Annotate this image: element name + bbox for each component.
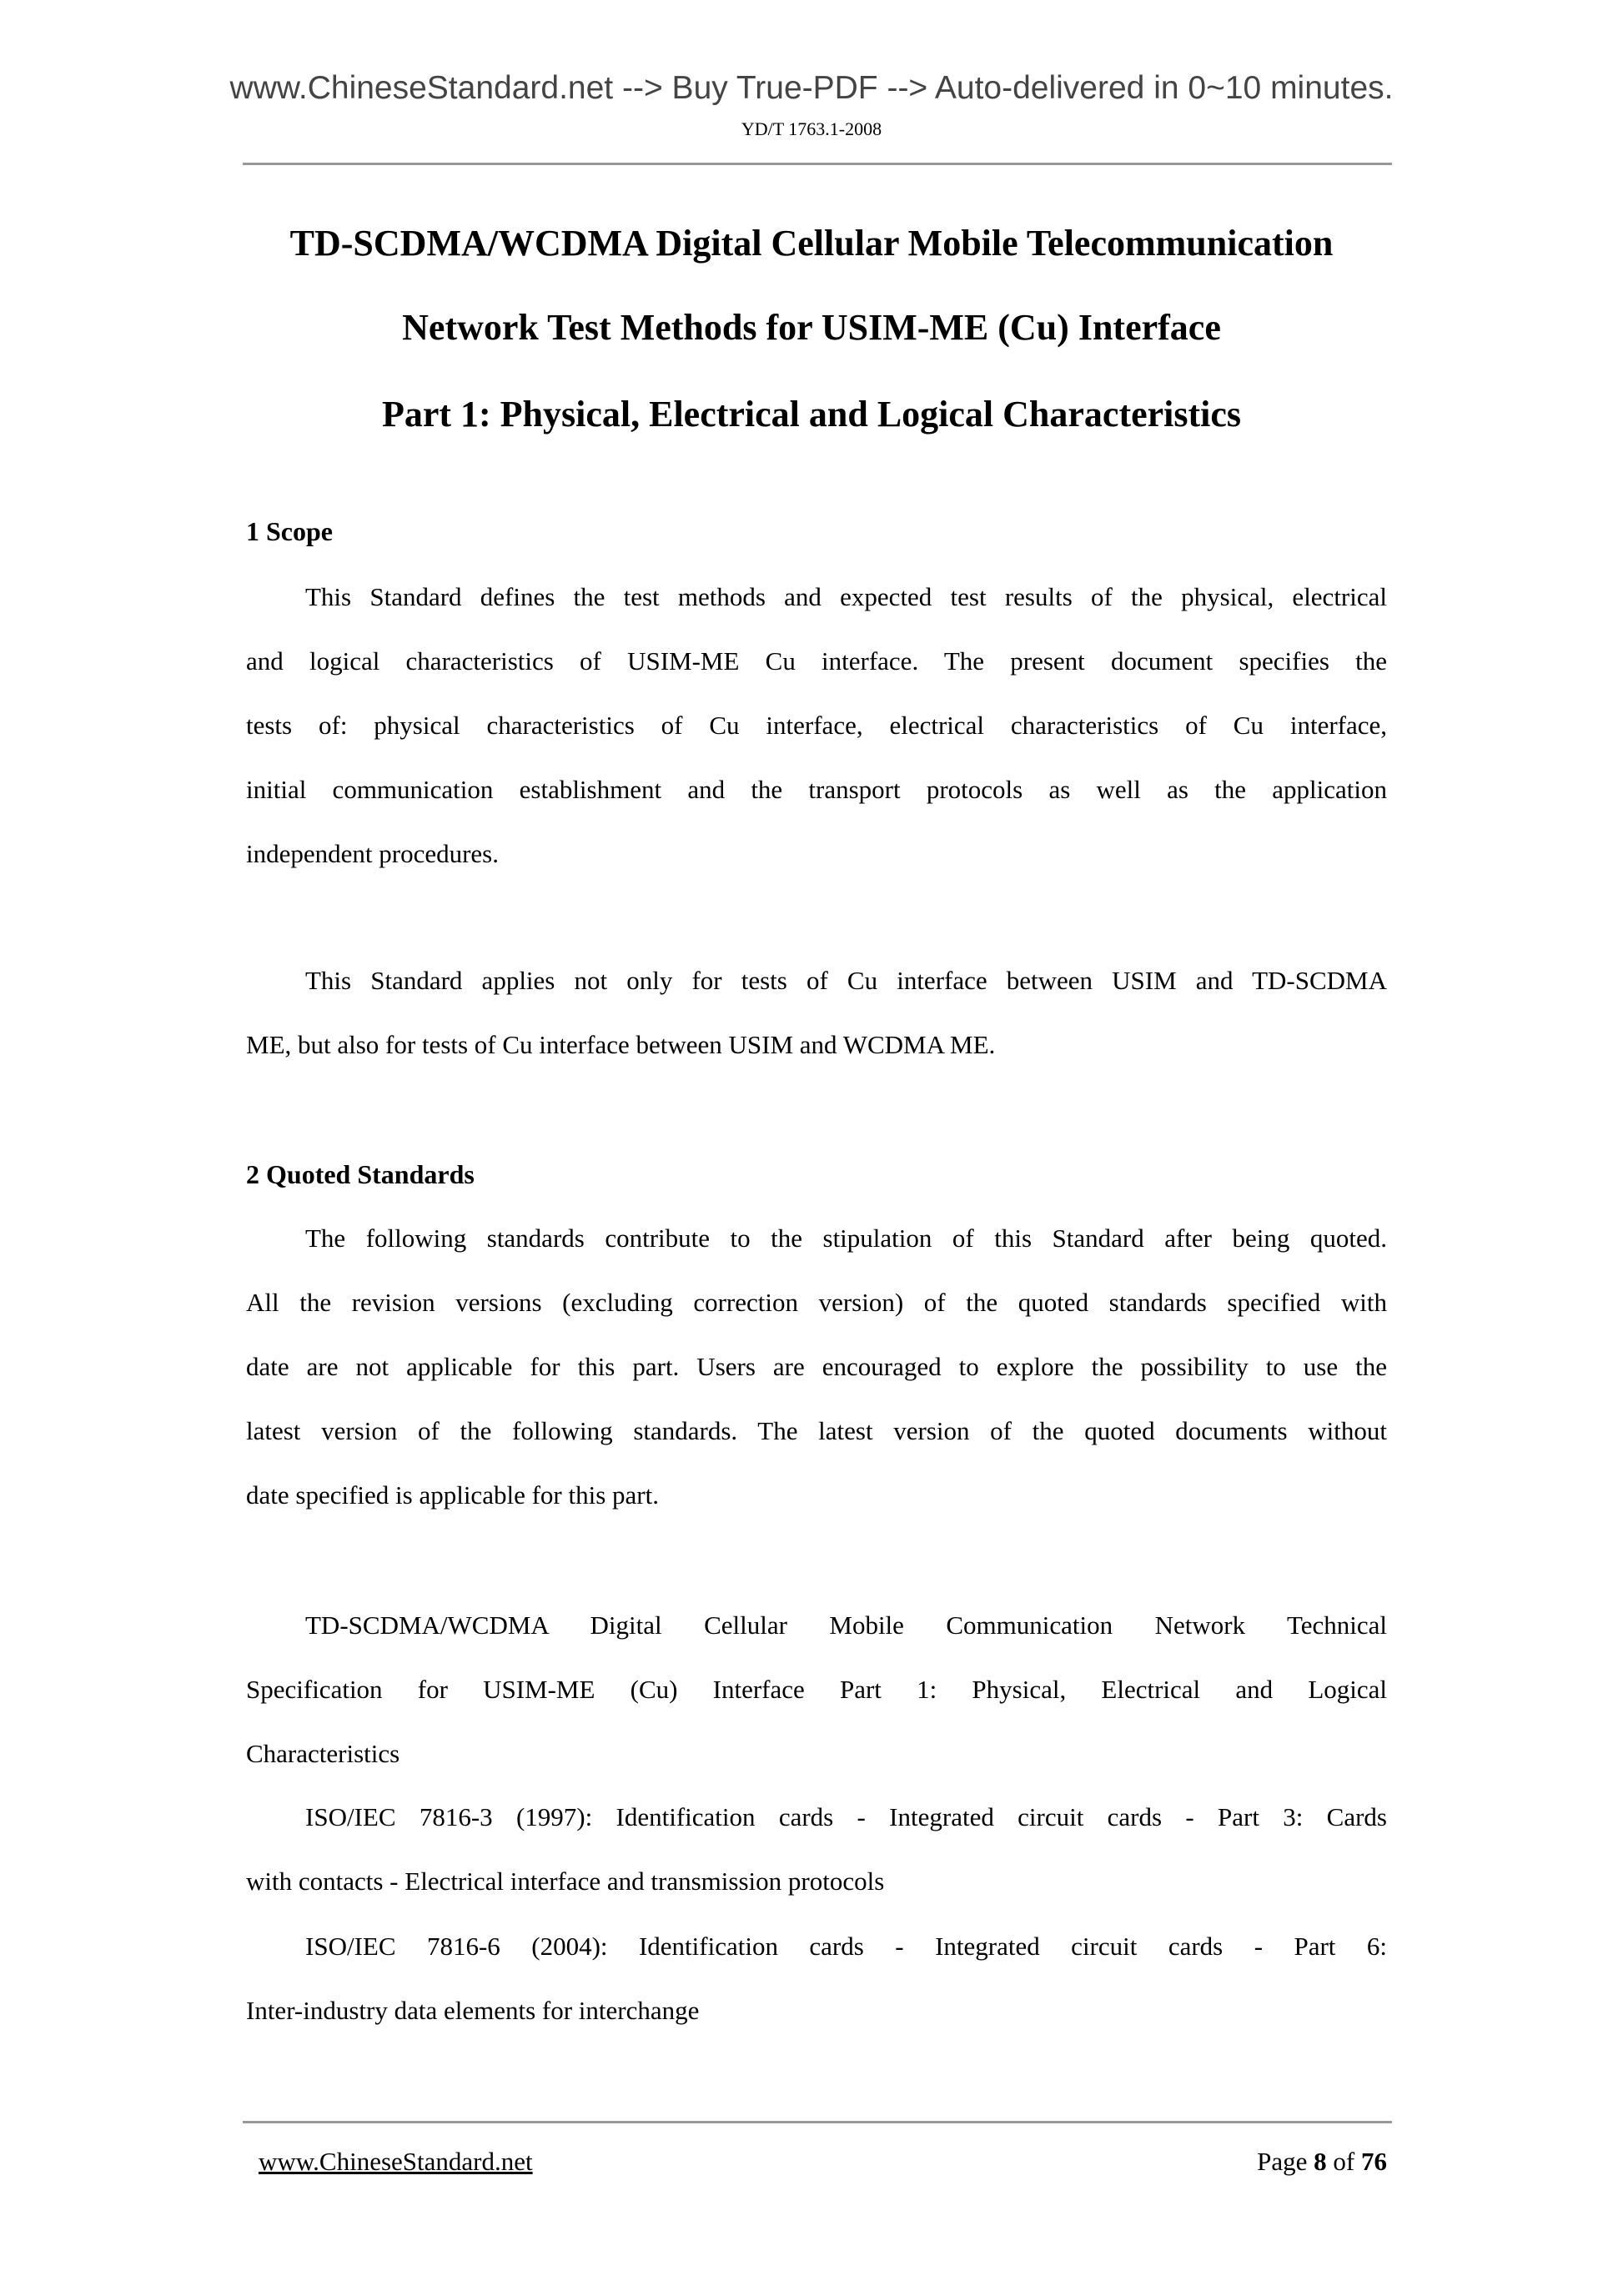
text-line: and logical characteristics of USIM-ME Cu interface. The present document specifies the — [246, 646, 1387, 676]
page-prefix: Page — [1257, 2147, 1308, 2176]
section-heading-quoted-standards: 2 Quoted Standards — [246, 1159, 475, 1189]
text-line: initial communication establishment and the transport protocols as well as the application — [246, 775, 1387, 804]
title-line-2: Network Test Methods for USIM-ME (Cu) Interface — [402, 307, 1221, 348]
text-line: date specified is applicable for this part. — [246, 1480, 659, 1510]
footer-divider — [243, 2121, 1392, 2123]
text-line: The following standards contribute to the stipulation of this Standard after being quoted. — [305, 1223, 1387, 1253]
page-total: 76 — [1361, 2147, 1387, 2176]
title-line-1: TD-SCDMA/WCDMA Digital Cellular Mobile Telecommunication — [289, 223, 1334, 264]
text-line: Characteristics — [246, 1739, 400, 1768]
reference-item-1 — [246, 1593, 1387, 1786]
title-line-3: Part 1: Physical, Electrical and Logical Characteristics — [381, 394, 1242, 435]
text-line: date are not applicable for this part. Users are encouraged to explore the possibility to use the — [246, 1352, 1387, 1381]
text-line: ISO/IEC 7816-3 (1997): Identification cards - Integrated circuit cards - Part 3: Cards — [305, 1802, 1387, 1831]
text-line: This Standard applies not only for tests of Cu interface between USIM and TD-SCDMA — [305, 966, 1387, 995]
scope-paragraph-1 — [246, 565, 1387, 886]
text-line: with contacts - Electrical interface and transmission protocols — [246, 1866, 885, 1896]
banner-text: www.ChineseStandard.net --> Buy True-PDF --> Auto-delivered in 0~10 minutes. — [229, 70, 1394, 106]
page-number — [1257, 2145, 1387, 2178]
text-line: Specification for USIM-ME (Cu) Interface Part 1: Physical, Electrical and Logical — [246, 1675, 1387, 1704]
text-line: ISO/IEC 7816-6 (2004): Identification cards - Integrated circuit cards - Part 6: — [305, 1932, 1387, 1961]
text-line: tests of: physical characteristics of Cu interface, electrical characteristics of Cu interface, — [246, 711, 1387, 740]
document-number: YD/T 1763.1-2008 — [741, 118, 882, 139]
reference-item-2 — [246, 1785, 1387, 1913]
page-of: of — [1333, 2147, 1355, 2176]
text-line: ME, but also for tests of Cu interface between USIM and WCDMA ME. — [246, 1030, 996, 1059]
text-line: All the revision versions (excluding correction version) of the quoted standards specified with — [246, 1288, 1387, 1317]
page-current: 8 — [1314, 2147, 1327, 2176]
scope-paragraph-2 — [246, 948, 1387, 1077]
footer-website-link[interactable]: www.ChineseStandard.net — [259, 2147, 533, 2176]
reference-item-3 — [246, 1914, 1387, 2042]
text-line: This Standard defines the test methods and expected test results of the physical, electrical — [305, 582, 1387, 611]
header-divider — [243, 163, 1392, 165]
text-line: latest version of the following standards. The latest version of the quoted documents without — [246, 1416, 1387, 1445]
text-line: TD-SCDMA/WCDMA Digital Cellular Mobile Communication Network Technical — [305, 1610, 1387, 1640]
text-line: Inter-industry data elements for interchange — [246, 1996, 700, 2025]
section-heading-scope: 1 Scope — [246, 516, 333, 546]
quoted-paragraph — [246, 1206, 1387, 1527]
text-line: independent procedures. — [246, 839, 499, 868]
